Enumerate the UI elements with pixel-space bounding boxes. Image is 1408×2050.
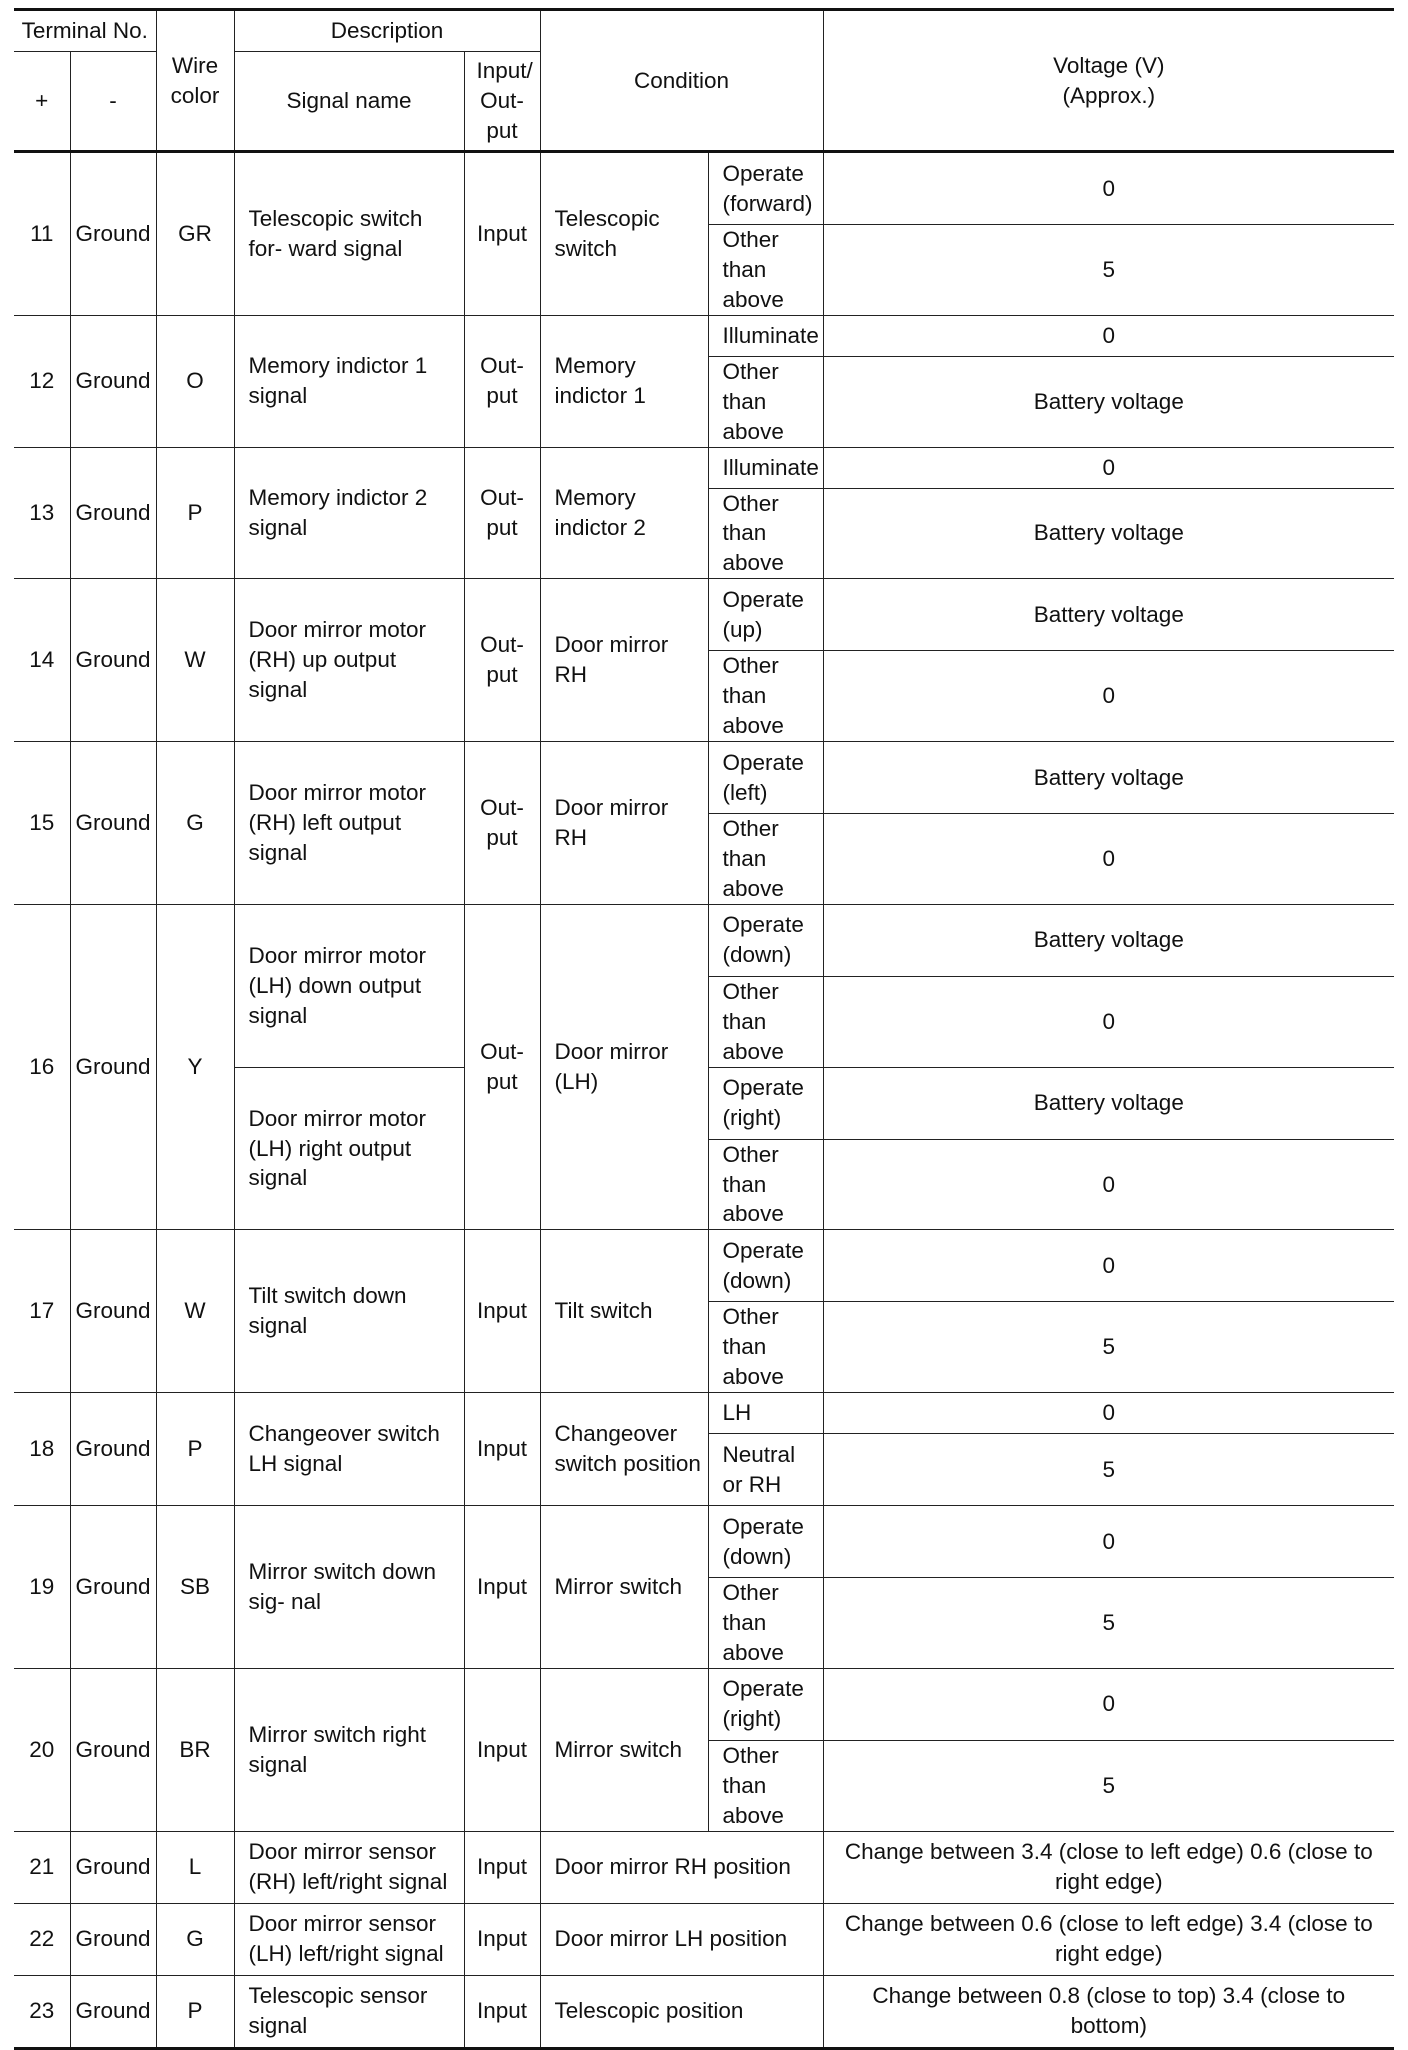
header-plus: + — [14, 52, 70, 152]
signal-name: Door mirror motor (RH) up output signal — [234, 579, 464, 742]
input-output: Input — [464, 1903, 540, 1975]
voltage: 0 — [823, 976, 1394, 1067]
wire-color: Y — [156, 904, 234, 1230]
terminal-minus: Ground — [70, 1506, 156, 1669]
signal-name: Door mirror motor (LH) right output signal — [234, 1067, 464, 1230]
terminal-minus: Ground — [70, 904, 156, 1230]
condition: Door mirror RH — [540, 742, 708, 905]
terminal-plus: 16 — [14, 904, 70, 1230]
table-row — [14, 1903, 1394, 1975]
terminal-plus: 12 — [14, 315, 70, 447]
terminal-plus: 22 — [14, 1903, 70, 1975]
wire-color: W — [156, 579, 234, 742]
sub-condition: Neutral or RH — [708, 1434, 823, 1506]
input-output: Input — [464, 1668, 540, 1831]
sub-condition: Operate (right) — [708, 1668, 823, 1740]
condition: Tilt switch — [540, 1230, 708, 1393]
voltage: Change between 0.8 (close to top) 3.4 (close to bottom) — [823, 1975, 1394, 2048]
sub-condition: Operate (up) — [708, 579, 823, 651]
sub-condition: Operate (down) — [708, 904, 823, 976]
condition: Door mirror RH position — [540, 1831, 823, 1903]
header-voltage: Voltage (V) (Approx.) — [823, 10, 1394, 152]
terminal-plus: 15 — [14, 742, 70, 905]
terminal-minus: Ground — [70, 742, 156, 905]
table-row — [14, 152, 1394, 225]
signal-name: Memory indictor 1 signal — [234, 315, 464, 447]
terminal-plus: 13 — [14, 447, 70, 579]
sub-condition: Other than above — [708, 356, 823, 447]
sub-condition: Illuminate — [708, 315, 823, 356]
voltage: Battery voltage — [823, 904, 1394, 976]
wire-color: O — [156, 315, 234, 447]
signal-name: Tilt switch down signal — [234, 1230, 464, 1393]
input-output: Input — [464, 1393, 540, 1506]
input-output: Input — [464, 1975, 540, 2048]
terminal-minus: Ground — [70, 315, 156, 447]
input-output: Out- put — [464, 447, 540, 579]
terminal-minus: Ground — [70, 1668, 156, 1831]
wire-color: L — [156, 1831, 234, 1903]
signal-name: Door mirror sensor (LH) left/right signal — [234, 1903, 464, 1975]
table-row — [14, 579, 1394, 651]
signal-name: Door mirror motor (RH) left output signal — [234, 742, 464, 905]
signal-name: Door mirror sensor (RH) left/right signal — [234, 1831, 464, 1903]
voltage: 0 — [823, 1139, 1394, 1230]
header-signal-name: Signal name — [234, 52, 464, 152]
condition: Telescopic switch — [540, 152, 708, 316]
voltage: Change between 3.4 (close to left edge) 0.6 (close to right edge) — [823, 1831, 1394, 1903]
terminal-plus: 14 — [14, 579, 70, 742]
wire-color: P — [156, 1975, 234, 2048]
terminal-minus: Ground — [70, 1831, 156, 1903]
table-row — [14, 1975, 1394, 2048]
terminal-plus: 19 — [14, 1506, 70, 1669]
table-row — [14, 1668, 1394, 1740]
sub-condition: Operate (right) — [708, 1067, 823, 1139]
voltage: 5 — [823, 1302, 1394, 1393]
voltage: 5 — [823, 1434, 1394, 1506]
sub-condition: LH — [708, 1393, 823, 1434]
table-row — [14, 1230, 1394, 1302]
wire-color: P — [156, 447, 234, 579]
voltage: 0 — [823, 447, 1394, 488]
terminal-plus: 17 — [14, 1230, 70, 1393]
voltage: 5 — [823, 225, 1394, 316]
terminal-minus: Ground — [70, 1975, 156, 2048]
sub-condition: Other than above — [708, 225, 823, 316]
sub-condition: Other than above — [708, 1740, 823, 1831]
condition: Door mirror (LH) — [540, 904, 708, 1230]
header-description: Description — [234, 10, 540, 52]
header-terminal-no: Terminal No. — [14, 10, 156, 52]
terminal-plus: 21 — [14, 1831, 70, 1903]
input-output: Out- put — [464, 579, 540, 742]
signal-name: Door mirror motor (LH) down output signal — [234, 904, 464, 1067]
terminal-plus: 23 — [14, 1975, 70, 2048]
input-output: Out- put — [464, 315, 540, 447]
terminal-minus: Ground — [70, 447, 156, 579]
voltage: 0 — [823, 651, 1394, 742]
sub-condition: Other than above — [708, 976, 823, 1067]
header-minus: - — [70, 52, 156, 152]
wire-color: P — [156, 1393, 234, 1506]
condition: Mirror switch — [540, 1506, 708, 1669]
sub-condition: Operate (down) — [708, 1506, 823, 1578]
terminal-minus: Ground — [70, 1230, 156, 1393]
voltage: Battery voltage — [823, 356, 1394, 447]
voltage: 0 — [823, 1230, 1394, 1302]
input-output: Input — [464, 1230, 540, 1393]
signal-name: Telescopic switch for- ward signal — [234, 152, 464, 316]
voltage: 5 — [823, 1578, 1394, 1669]
signal-name: Telescopic sensor signal — [234, 1975, 464, 2048]
wire-color: G — [156, 742, 234, 905]
wire-color: BR — [156, 1668, 234, 1831]
table-row — [14, 315, 1394, 356]
terminal-table — [14, 8, 1394, 2050]
condition: Door mirror LH position — [540, 1903, 823, 1975]
signal-name: Memory indictor 2 signal — [234, 447, 464, 579]
sub-condition: Other than above — [708, 651, 823, 742]
voltage: 0 — [823, 1668, 1394, 1740]
terminal-minus: Ground — [70, 579, 156, 742]
voltage: 5 — [823, 1740, 1394, 1831]
terminal-plus: 11 — [14, 152, 70, 316]
voltage: Battery voltage — [823, 488, 1394, 579]
input-output: Input — [464, 1831, 540, 1903]
sub-condition: Other than above — [708, 1302, 823, 1393]
voltage: 0 — [823, 152, 1394, 225]
sub-condition: Other than above — [708, 1139, 823, 1230]
condition: Mirror switch — [540, 1668, 708, 1831]
voltage: 0 — [823, 814, 1394, 905]
input-output: Out- put — [464, 742, 540, 905]
signal-name: Changeover switch LH signal — [234, 1393, 464, 1506]
wire-color: G — [156, 1903, 234, 1975]
terminal-plus: 18 — [14, 1393, 70, 1506]
input-output: Out- put — [464, 904, 540, 1230]
table-row — [14, 1831, 1394, 1903]
sub-condition: Operate (down) — [708, 1230, 823, 1302]
header-wire-color: Wire color — [156, 10, 234, 152]
sub-condition: Operate (left) — [708, 742, 823, 814]
voltage: Battery voltage — [823, 1067, 1394, 1139]
terminal-plus: 20 — [14, 1668, 70, 1831]
sub-condition: Illuminate — [708, 447, 823, 488]
terminal-minus: Ground — [70, 152, 156, 316]
header-input-output: Input/ Out- put — [464, 52, 540, 152]
input-output: Input — [464, 152, 540, 316]
header-condition: Condition — [540, 10, 823, 152]
table-row — [14, 1506, 1394, 1578]
table-row — [14, 447, 1394, 488]
sub-condition: Operate (forward) — [708, 152, 823, 225]
table-row — [14, 1393, 1394, 1434]
condition: Memory indictor 1 — [540, 315, 708, 447]
table-row — [14, 904, 1394, 976]
wire-color: W — [156, 1230, 234, 1393]
voltage: Battery voltage — [823, 579, 1394, 651]
voltage: Change between 0.6 (close to left edge) 3.4 (close to right edge) — [823, 1903, 1394, 1975]
signal-name: Mirror switch down sig- nal — [234, 1506, 464, 1669]
terminal-minus: Ground — [70, 1393, 156, 1506]
table-row — [14, 742, 1394, 814]
condition: Memory indictor 2 — [540, 447, 708, 579]
voltage: 0 — [823, 1506, 1394, 1578]
signal-name: Mirror switch right signal — [234, 1668, 464, 1831]
voltage: Battery voltage — [823, 742, 1394, 814]
sub-condition: Other than above — [708, 814, 823, 905]
condition: Telescopic position — [540, 1975, 823, 2048]
table-header — [14, 10, 1394, 152]
sub-condition: Other than above — [708, 1578, 823, 1669]
terminal-minus: Ground — [70, 1903, 156, 1975]
condition: Door mirror RH — [540, 579, 708, 742]
wire-color: SB — [156, 1506, 234, 1669]
condition: Changeover switch position — [540, 1393, 708, 1506]
voltage: 0 — [823, 315, 1394, 356]
sub-condition: Other than above — [708, 488, 823, 579]
input-output: Input — [464, 1506, 540, 1669]
wire-color: GR — [156, 152, 234, 316]
voltage: 0 — [823, 1393, 1394, 1434]
